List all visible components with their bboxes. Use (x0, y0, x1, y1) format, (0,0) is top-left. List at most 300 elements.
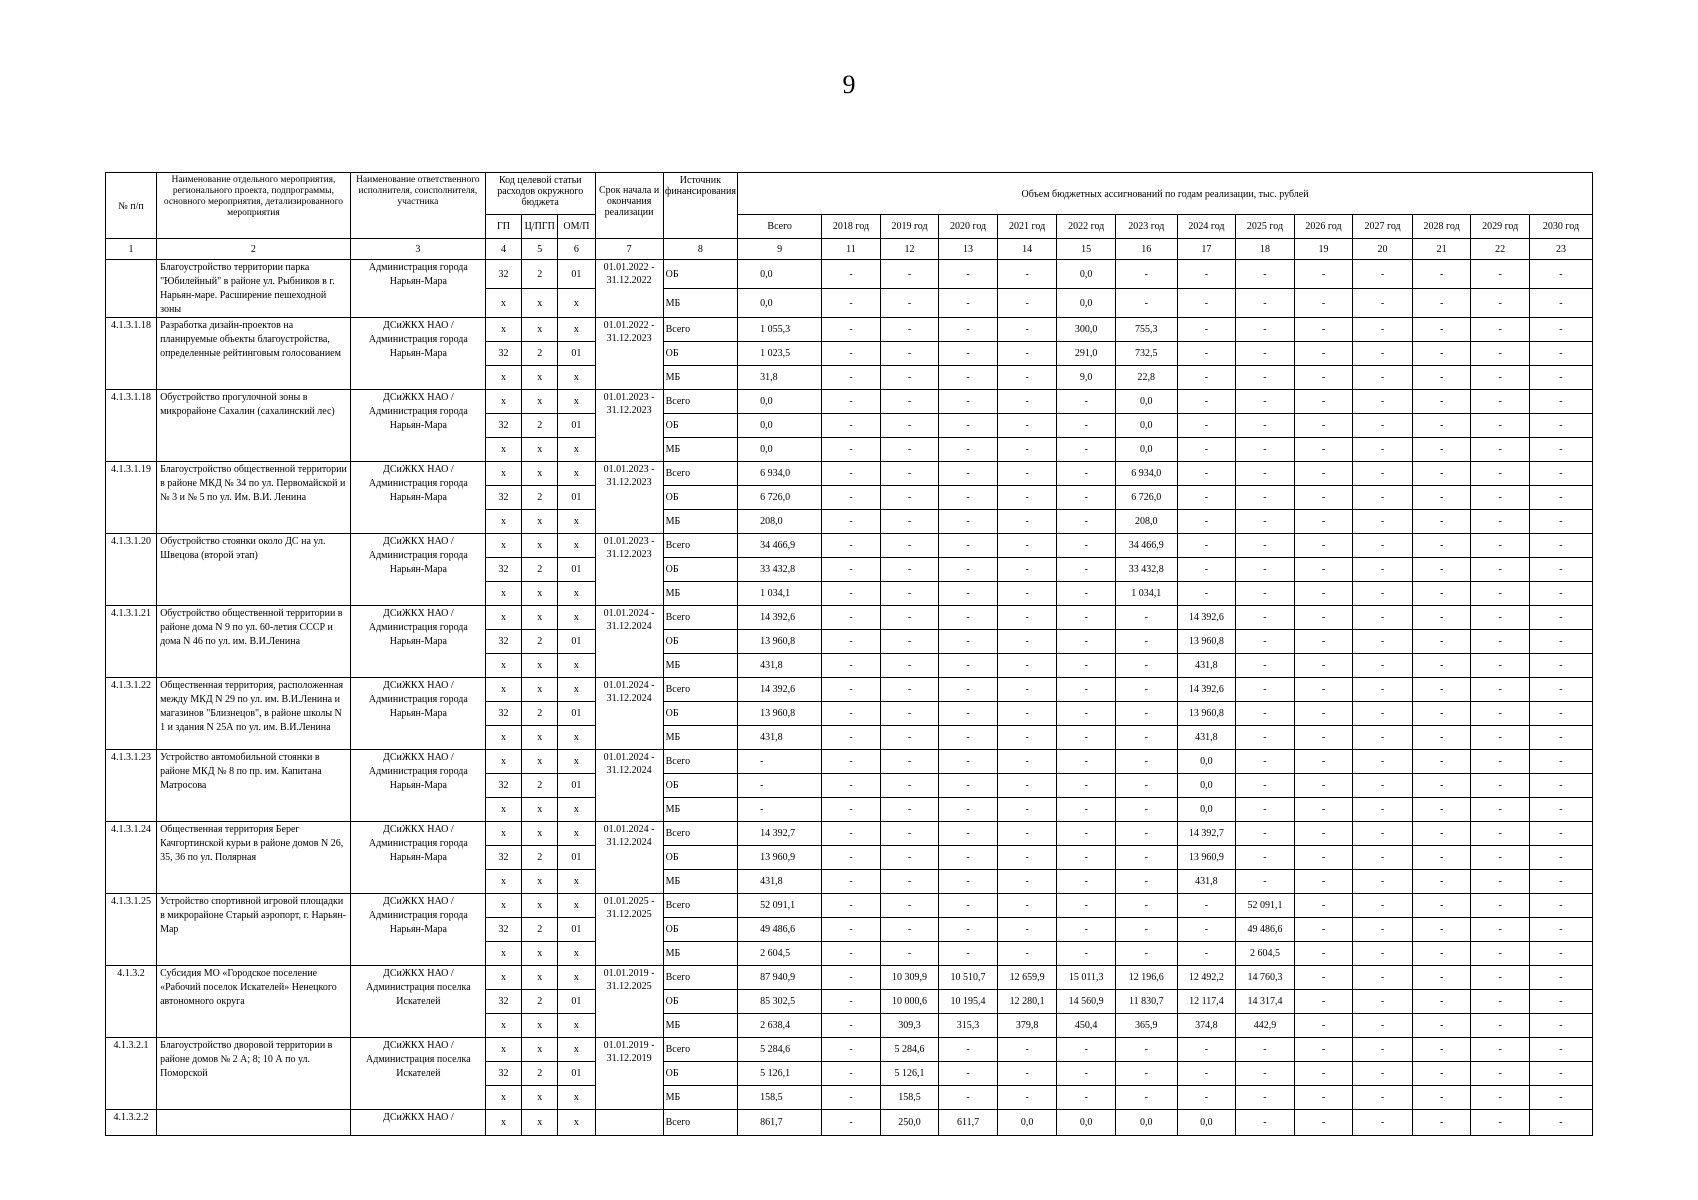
year-value-cell: - (880, 942, 939, 966)
year-value-cell: - (1529, 1014, 1592, 1038)
year-value-cell: - (822, 894, 881, 918)
column-number: 15 (1057, 239, 1116, 260)
source-cell: ОБ (663, 1062, 738, 1086)
header-year: 2022 год (1057, 215, 1116, 239)
year-value-cell: - (1177, 942, 1236, 966)
header-source: Источник финансирования (663, 173, 738, 239)
item-executor: ДСиЖКХ НАО / Администрация города Нарьян-Мара (350, 894, 485, 966)
year-value-cell: - (1353, 390, 1413, 414)
code-cell: x (522, 942, 558, 966)
code-cell: 2 (522, 486, 558, 510)
year-value-cell: - (1412, 510, 1471, 534)
year-value-cell: - (1236, 414, 1295, 438)
code-cell: 2 (522, 774, 558, 798)
code-cell: x (558, 750, 595, 774)
year-value-cell: 0,0 (1177, 1110, 1236, 1136)
year-value-cell: - (1529, 798, 1592, 822)
item-number: 4.1.3.2.2 (106, 1110, 157, 1136)
year-value-cell: - (822, 942, 881, 966)
year-value-cell: - (1294, 390, 1353, 414)
year-value-cell: - (1177, 1086, 1236, 1110)
column-number: 6 (558, 239, 595, 260)
year-value-cell: - (1412, 318, 1471, 342)
column-number: 21 (1412, 239, 1471, 260)
year-value-cell: - (1471, 918, 1530, 942)
code-cell: 2 (522, 918, 558, 942)
year-value-cell: 431,8 (1177, 870, 1236, 894)
year-value-cell: - (1294, 558, 1353, 582)
year-value-cell: - (1529, 966, 1592, 990)
code-cell: 32 (485, 630, 521, 654)
year-value-cell: - (1471, 289, 1530, 318)
year-value-cell: - (997, 486, 1057, 510)
year-value-cell: - (939, 750, 998, 774)
year-value-cell: - (1353, 822, 1413, 846)
item-name: Разработка дизайн-проектов на планируемые объекты благоустройства, определенные рейтинговым голосованием (157, 318, 351, 390)
year-value-cell: - (1236, 289, 1295, 318)
year-value-cell: - (1057, 846, 1116, 870)
source-cell: МБ (663, 289, 738, 318)
code-cell: x (558, 942, 595, 966)
year-value-cell: - (1529, 462, 1592, 486)
source-cell: ОБ (663, 342, 738, 366)
year-value-cell: - (1294, 894, 1353, 918)
year-value-cell: - (822, 630, 881, 654)
year-value-cell: 755,3 (1115, 318, 1177, 342)
year-value-cell: - (939, 918, 998, 942)
year-value-cell: - (997, 918, 1057, 942)
year-value-cell: - (1236, 1086, 1295, 1110)
code-cell: 2 (522, 990, 558, 1014)
year-value-cell: - (1057, 894, 1116, 918)
code-cell: 2 (522, 630, 558, 654)
item-term: 01.01.2024 - 31.12.2024 (595, 750, 663, 822)
year-value-cell: - (1471, 260, 1530, 289)
total-cell: - (738, 798, 822, 822)
year-value-cell: - (1115, 702, 1177, 726)
year-value-cell: - (1353, 462, 1413, 486)
code-cell: x (522, 798, 558, 822)
total-cell: 431,8 (738, 726, 822, 750)
year-value-cell: 14 317,4 (1236, 990, 1295, 1014)
year-value-cell: - (997, 822, 1057, 846)
year-value-cell: - (1057, 942, 1116, 966)
year-value-cell: 300,0 (1057, 318, 1116, 342)
year-value-cell: 12 117,4 (1177, 990, 1236, 1014)
year-value-cell: - (1529, 726, 1592, 750)
year-value-cell: - (997, 630, 1057, 654)
code-cell: 32 (485, 260, 521, 289)
year-value-cell: 208,0 (1115, 510, 1177, 534)
year-value-cell: - (880, 534, 939, 558)
year-value-cell: - (1057, 486, 1116, 510)
year-value-cell: - (1115, 678, 1177, 702)
total-cell: 31,8 (738, 366, 822, 390)
year-value-cell: - (997, 260, 1057, 289)
total-cell: 13 960,8 (738, 630, 822, 654)
year-value-cell: - (822, 390, 881, 414)
year-value-cell: - (880, 702, 939, 726)
year-value-cell: - (880, 774, 939, 798)
year-value-cell: - (1236, 606, 1295, 630)
code-cell: 01 (558, 486, 595, 510)
year-value-cell: - (1115, 846, 1177, 870)
source-cell: Всего (663, 678, 738, 702)
year-value-cell: 0,0 (1057, 1110, 1116, 1136)
code-cell: x (558, 894, 595, 918)
year-value-cell: - (1529, 260, 1592, 289)
item-number: 4.1.3.1.18 (106, 318, 157, 390)
code-cell: x (558, 1086, 595, 1110)
source-cell: МБ (663, 726, 738, 750)
code-cell: x (522, 750, 558, 774)
year-value-cell: - (1294, 702, 1353, 726)
year-value-cell: - (939, 1038, 998, 1062)
year-value-cell: - (939, 654, 998, 678)
year-value-cell: - (1057, 438, 1116, 462)
year-value-cell: - (1236, 342, 1295, 366)
year-value-cell: - (1353, 534, 1413, 558)
year-value-cell: 1 034,1 (1115, 582, 1177, 606)
year-value-cell: - (880, 289, 939, 318)
year-value-cell: - (1115, 606, 1177, 630)
code-cell: x (558, 510, 595, 534)
column-number: 22 (1471, 239, 1530, 260)
year-value-cell: - (822, 366, 881, 390)
year-value-cell: - (939, 366, 998, 390)
code-cell: x (485, 438, 521, 462)
year-value-cell: - (939, 462, 998, 486)
code-cell: x (558, 438, 595, 462)
year-value-cell: - (1412, 289, 1471, 318)
column-number: 5 (522, 239, 558, 260)
year-value-cell: 14 392,6 (1177, 678, 1236, 702)
code-cell: 32 (485, 774, 521, 798)
column-number: 14 (997, 239, 1057, 260)
table-row (106, 1110, 1593, 1136)
year-value-cell: - (1115, 918, 1177, 942)
year-value-cell: 15 011,3 (1057, 966, 1116, 990)
item-term: 01.01.2022 - 31.12.2023 (595, 318, 663, 390)
year-value-cell: - (1529, 630, 1592, 654)
year-value-cell: - (1236, 846, 1295, 870)
table-row (106, 606, 1593, 630)
code-cell: 2 (522, 260, 558, 289)
code-cell: x (485, 678, 521, 702)
source-cell: ОБ (663, 702, 738, 726)
year-value-cell: - (997, 582, 1057, 606)
year-value-cell: - (1353, 990, 1413, 1014)
year-value-cell: - (1471, 990, 1530, 1014)
total-cell: 0,0 (738, 390, 822, 414)
column-number: 18 (1236, 239, 1295, 260)
year-value-cell: 611,7 (939, 1110, 998, 1136)
year-value-cell: - (1412, 366, 1471, 390)
code-cell: x (485, 534, 521, 558)
year-value-cell: - (1353, 414, 1413, 438)
year-value-cell: - (1236, 318, 1295, 342)
year-value-cell: - (1236, 750, 1295, 774)
code-cell: x (558, 678, 595, 702)
year-value-cell: - (1471, 486, 1530, 510)
year-value-cell: - (1236, 260, 1295, 289)
year-value-cell: - (1412, 342, 1471, 366)
year-value-cell: 0,0 (1115, 1110, 1177, 1136)
year-value-cell: - (1529, 702, 1592, 726)
item-executor: ДСиЖКХ НАО / Администрация поселка Искателей (350, 966, 485, 1038)
year-value-cell: - (1177, 289, 1236, 318)
source-cell: МБ (663, 1086, 738, 1110)
year-value-cell: - (1294, 534, 1353, 558)
item-number: 4.1.3.1.22 (106, 678, 157, 750)
year-value-cell: - (1294, 726, 1353, 750)
source-cell: Всего (663, 318, 738, 342)
column-number: 23 (1529, 239, 1592, 260)
year-value-cell: - (1471, 342, 1530, 366)
year-value-cell: - (1294, 798, 1353, 822)
year-value-cell: - (939, 260, 998, 289)
source-cell: МБ (663, 870, 738, 894)
year-value-cell: - (822, 1062, 881, 1086)
year-value-cell: - (1471, 1014, 1530, 1038)
code-cell: x (522, 1038, 558, 1062)
year-value-cell: - (1529, 534, 1592, 558)
code-cell: x (558, 462, 595, 486)
year-value-cell: - (1353, 630, 1413, 654)
year-value-cell: - (1353, 438, 1413, 462)
table-row (106, 1038, 1593, 1062)
year-value-cell: - (1057, 1086, 1116, 1110)
year-value-cell: - (1294, 1014, 1353, 1038)
item-term: 01.01.2024 - 31.12.2024 (595, 822, 663, 894)
year-value-cell: - (1294, 462, 1353, 486)
item-number (106, 260, 157, 318)
year-value-cell: - (1353, 1086, 1413, 1110)
year-value-cell: - (1294, 678, 1353, 702)
total-cell: 1 055,3 (738, 318, 822, 342)
year-value-cell: 0,0 (1115, 414, 1177, 438)
year-value-cell: - (997, 318, 1057, 342)
year-value-cell: - (997, 1062, 1057, 1086)
year-value-cell: 0,0 (997, 1110, 1057, 1136)
year-value-cell: - (1529, 750, 1592, 774)
year-value-cell: - (1529, 582, 1592, 606)
year-value-cell: - (1471, 1086, 1530, 1110)
year-value-cell: - (939, 510, 998, 534)
year-value-cell: - (1115, 774, 1177, 798)
year-value-cell: - (1177, 510, 1236, 534)
year-value-cell: - (997, 606, 1057, 630)
year-value-cell: - (1177, 894, 1236, 918)
year-value-cell: - (822, 846, 881, 870)
year-value-cell: - (1471, 702, 1530, 726)
item-executor: ДСиЖКХ НАО / Администрация города Нарьян-Мара (350, 678, 485, 750)
year-value-cell: - (880, 798, 939, 822)
year-value-cell: - (1236, 654, 1295, 678)
year-value-cell: - (939, 630, 998, 654)
year-value-cell: - (1294, 260, 1353, 289)
year-value-cell: - (1471, 966, 1530, 990)
header-year: 2021 год (997, 215, 1057, 239)
code-cell: x (522, 1110, 558, 1136)
year-value-cell: - (1236, 774, 1295, 798)
year-value-cell: - (1057, 654, 1116, 678)
year-value-cell: - (1294, 289, 1353, 318)
year-value-cell: - (1353, 918, 1413, 942)
year-value-cell: - (822, 558, 881, 582)
header-code-om: ОМ/П (558, 215, 595, 239)
year-value-cell: - (1236, 486, 1295, 510)
year-value-cell: - (1177, 486, 1236, 510)
year-value-cell: 14 560,9 (1057, 990, 1116, 1014)
code-cell: x (522, 289, 558, 318)
year-value-cell: - (1353, 260, 1413, 289)
column-number: 3 (350, 239, 485, 260)
year-value-cell: - (1294, 1086, 1353, 1110)
year-value-cell: - (880, 654, 939, 678)
total-cell: - (738, 750, 822, 774)
year-value-cell: 0,0 (1177, 774, 1236, 798)
total-cell: 0,0 (738, 438, 822, 462)
year-value-cell: - (1353, 894, 1413, 918)
item-term (595, 1110, 663, 1136)
year-value-cell: - (880, 678, 939, 702)
code-cell: x (485, 289, 521, 318)
year-value-cell: - (1471, 510, 1530, 534)
year-value-cell: - (1412, 702, 1471, 726)
source-cell: Всего (663, 1038, 738, 1062)
year-value-cell: - (1471, 366, 1530, 390)
year-value-cell: 14 392,7 (1177, 822, 1236, 846)
year-value-cell: - (822, 1086, 881, 1110)
source-cell: Всего (663, 534, 738, 558)
item-executor: ДСиЖКХ НАО / Администрация города Нарьян-Мара (350, 822, 485, 894)
year-value-cell: 431,8 (1177, 654, 1236, 678)
table-row (106, 462, 1593, 486)
year-value-cell: - (1412, 822, 1471, 846)
item-executor: ДСиЖКХ НАО / Администрация города Нарьян-Мара (350, 390, 485, 462)
code-cell: x (558, 798, 595, 822)
code-cell: x (522, 510, 558, 534)
year-value-cell: - (1115, 654, 1177, 678)
total-cell: 158,5 (738, 1086, 822, 1110)
year-value-cell: - (1177, 534, 1236, 558)
table-row (106, 534, 1593, 558)
header-name: Наименование отдельного мероприятия, регионального проекта, подпрограммы, основного мероприятия, детализированного мероприятия (157, 173, 351, 239)
year-value-cell: 0,0 (1057, 289, 1116, 318)
year-value-cell: 315,3 (939, 1014, 998, 1038)
year-value-cell: 379,8 (997, 1014, 1057, 1038)
column-number: 19 (1294, 239, 1353, 260)
year-value-cell: 52 091,1 (1236, 894, 1295, 918)
year-value-cell: - (1412, 798, 1471, 822)
item-name: Благоустройство территории парка "Юбилейный" в районе ул. Рыбников в г. Нарьян-маре. Расширение пешеходной зоны (157, 260, 351, 318)
header-code-cpgp: Ц/ПГП (522, 215, 558, 239)
header-code: Код целевой статьи расходов окружного бюджета (485, 173, 595, 215)
code-cell: x (485, 1014, 521, 1038)
year-value-cell: 732,5 (1115, 342, 1177, 366)
year-value-cell: - (1412, 414, 1471, 438)
year-value-cell: 291,0 (1057, 342, 1116, 366)
year-value-cell: - (1294, 510, 1353, 534)
year-value-cell: - (822, 510, 881, 534)
year-value-cell: - (1471, 414, 1530, 438)
column-number: 12 (880, 239, 939, 260)
year-value-cell: 374,8 (1177, 1014, 1236, 1038)
column-number: 20 (1353, 239, 1413, 260)
source-cell: Всего (663, 390, 738, 414)
year-value-cell: - (1471, 726, 1530, 750)
year-value-cell: - (997, 534, 1057, 558)
year-value-cell: - (822, 582, 881, 606)
year-value-cell: - (939, 726, 998, 750)
year-value-cell: - (822, 534, 881, 558)
total-cell: 52 091,1 (738, 894, 822, 918)
year-value-cell: - (1529, 289, 1592, 318)
item-number: 4.1.3.2 (106, 966, 157, 1038)
source-cell: ОБ (663, 846, 738, 870)
year-value-cell: - (1294, 966, 1353, 990)
year-value-cell: 13 960,9 (1177, 846, 1236, 870)
year-value-cell: - (1353, 654, 1413, 678)
year-value-cell: 10 309,9 (880, 966, 939, 990)
code-cell: 01 (558, 918, 595, 942)
year-value-cell: - (1115, 942, 1177, 966)
year-value-cell: 0,0 (1115, 390, 1177, 414)
code-cell: x (522, 654, 558, 678)
year-value-cell: - (1115, 822, 1177, 846)
year-value-cell: - (880, 462, 939, 486)
source-cell: ОБ (663, 918, 738, 942)
year-value-cell: - (1236, 510, 1295, 534)
source-cell: МБ (663, 366, 738, 390)
year-value-cell: - (1294, 774, 1353, 798)
item-name: Обустройство общественной территории в районе дома N 9 по ул. 60-летия СССР и дома N 46 по ул. им. В.И.Ленина (157, 606, 351, 678)
year-value-cell: - (880, 846, 939, 870)
year-value-cell: - (1057, 510, 1116, 534)
year-value-cell: - (1057, 678, 1116, 702)
year-value-cell: - (1471, 1110, 1530, 1136)
code-cell: 01 (558, 342, 595, 366)
year-value-cell: - (997, 726, 1057, 750)
year-value-cell: - (1412, 726, 1471, 750)
year-value-cell: - (1353, 486, 1413, 510)
year-value-cell: - (1115, 798, 1177, 822)
year-value-cell: - (1412, 1038, 1471, 1062)
source-cell: Всего (663, 462, 738, 486)
year-value-cell: - (1353, 726, 1413, 750)
year-value-cell: - (1057, 870, 1116, 894)
year-value-cell: 6 934,0 (1115, 462, 1177, 486)
code-cell: x (522, 894, 558, 918)
year-value-cell: - (1412, 942, 1471, 966)
year-value-cell: - (997, 942, 1057, 966)
year-value-cell: 13 960,8 (1177, 702, 1236, 726)
code-cell: x (558, 726, 595, 750)
year-value-cell: - (1471, 438, 1530, 462)
year-value-cell: - (880, 414, 939, 438)
year-value-cell: - (1412, 462, 1471, 486)
year-value-cell: - (1412, 774, 1471, 798)
source-cell: Всего (663, 1110, 738, 1136)
year-value-cell: - (1412, 390, 1471, 414)
year-value-cell: - (1412, 918, 1471, 942)
header-code-gp: ГП (485, 215, 521, 239)
item-name: Субсидия МО «Городское поселение «Рабочий поселок Искателей» Ненецкого автономного округа (157, 966, 351, 1038)
code-cell: x (522, 606, 558, 630)
year-value-cell: - (1471, 822, 1530, 846)
item-executor: Администрация города Нарьян-Мара (350, 260, 485, 318)
